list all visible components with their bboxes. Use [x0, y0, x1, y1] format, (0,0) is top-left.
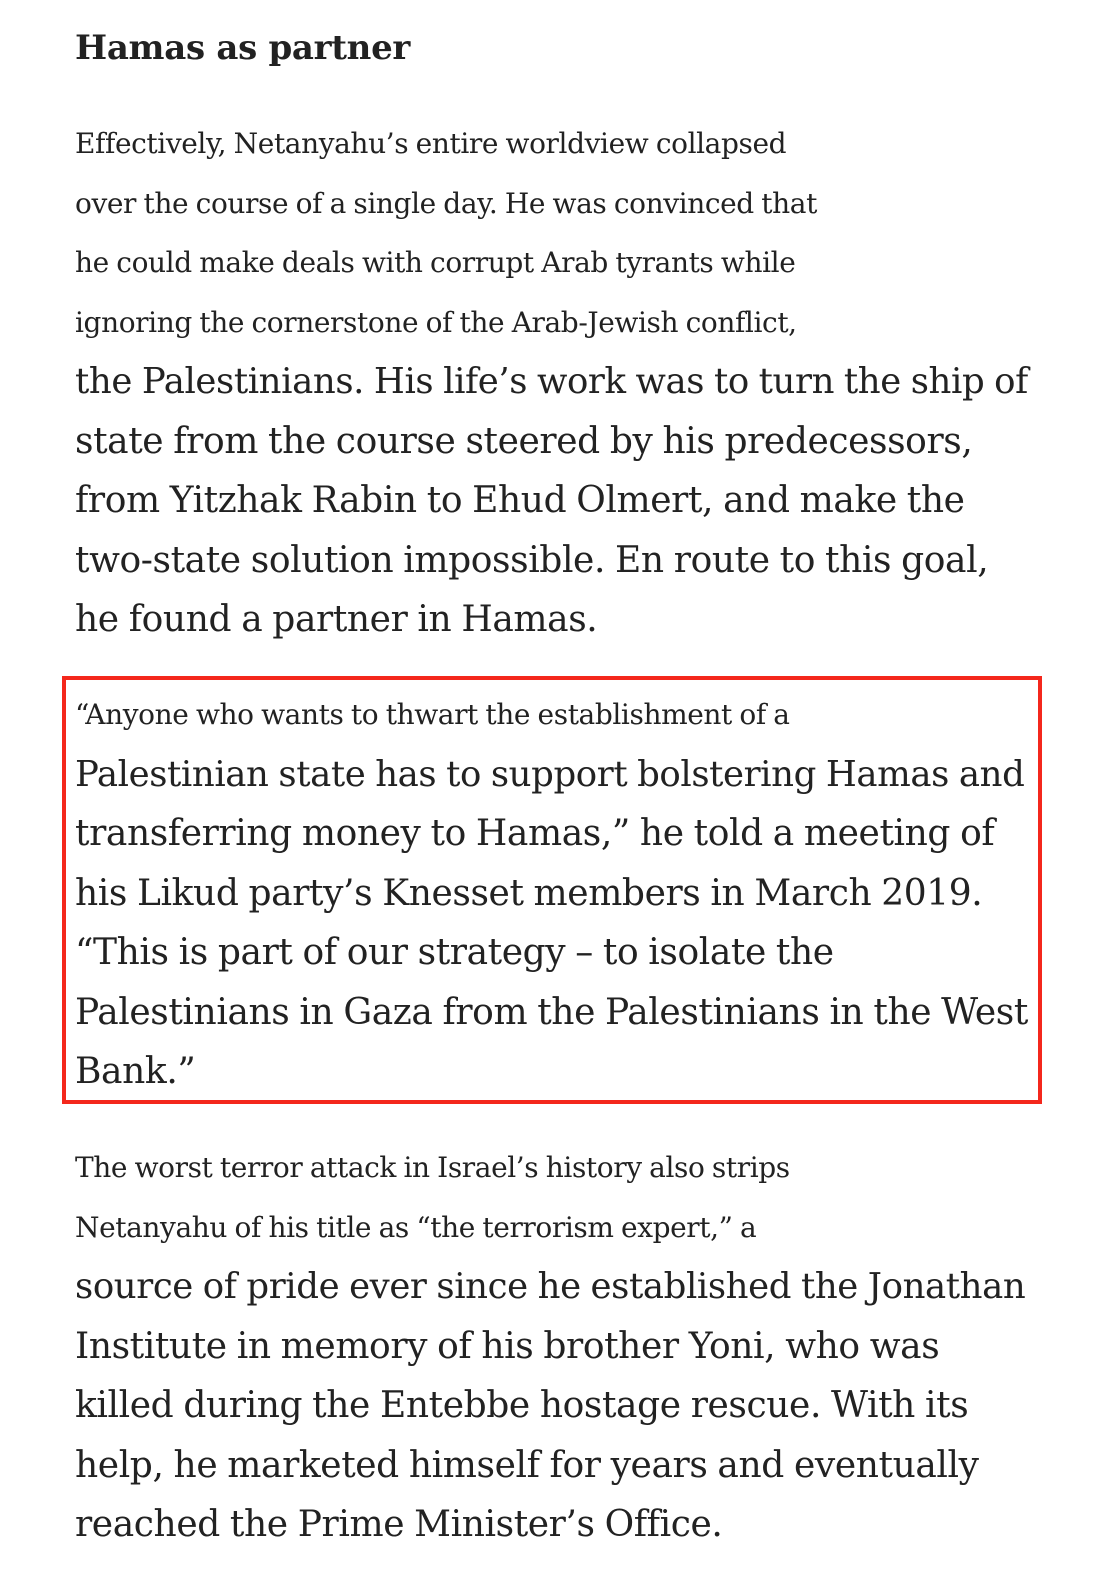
paragraph-line: transferring money to Hamas,” he told a meeting of: [75, 813, 995, 854]
paragraph-line: Palestinian state has to support bolstering Hamas and: [75, 753, 1025, 795]
paragraph-line: The worst terror attack in Israel’s history also strips: [75, 1151, 790, 1184]
paragraph-line: he could make deals with corrupt Arab tyrants while: [75, 246, 796, 279]
paragraph-line: two-state solution impossible. En route to this goal,: [75, 539, 989, 581]
paragraph-line: Institute in memory of his brother Yoni, who was: [75, 1325, 940, 1367]
paragraph-line: the Palestinians. His life’s work was to turn the ship of: [75, 361, 1028, 402]
paragraph-line: reached the Prime Minister’s Office.: [75, 1504, 723, 1545]
paragraph-line: he found a partner in Hamas.: [75, 599, 598, 640]
article-paragraph-3: [75, 1138, 1025, 1555]
paragraph-line: Effectively, Netanyahu’s entire worldview collapsed: [75, 127, 787, 160]
article-paragraph-quote: [75, 685, 1028, 1102]
paragraph-line: Bank.”: [75, 1051, 196, 1092]
paragraph-line: “This is part of our strategy – to isolate the: [75, 932, 834, 973]
paragraph-line: source of pride ever since he established the Jonathan: [75, 1266, 1026, 1307]
paragraph-line: ignoring the cornerstone of the Arab-Jewish conflict,: [75, 305, 797, 339]
paragraph-line: help, he marketed himself for years and eventually: [75, 1444, 979, 1486]
section-heading: Hamas as partner: [75, 28, 411, 68]
article-paragraph-1: [75, 114, 1028, 650]
paragraph-line: Palestinians in Gaza from the Palestinians in the West: [75, 991, 1028, 1033]
paragraph-line: “Anyone who wants to thwart the establishment of a: [75, 698, 790, 731]
paragraph-line: over the course of a single day. He was convinced that: [75, 186, 817, 220]
paragraph-line: his Likud party’s Knesset members in March 2019.: [75, 872, 983, 914]
paragraph-line: Netanyahu of his title as “the terrorism expert,” a: [75, 1210, 757, 1244]
paragraph-line: from Yitzhak Rabin to Ehud Olmert, and make the: [75, 480, 965, 521]
paragraph-line: killed during the Entebbe hostage rescue. With its: [75, 1385, 969, 1426]
paragraph-line: state from the course steered by his predecessors,: [75, 420, 973, 462]
